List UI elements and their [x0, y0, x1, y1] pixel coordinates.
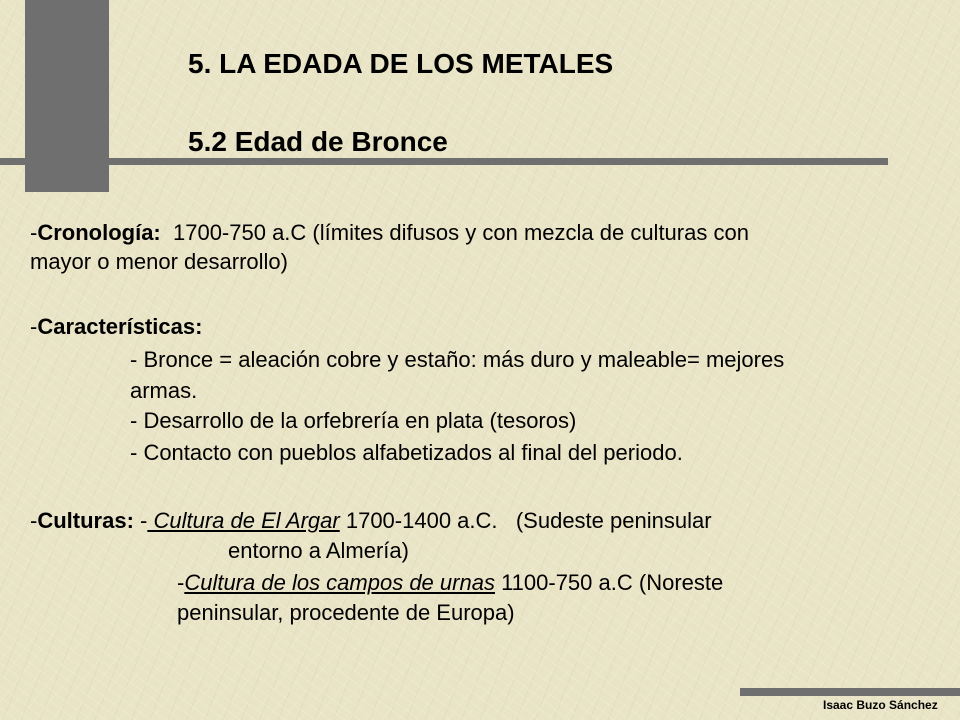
- cronologia-label: Cronología:: [37, 220, 161, 245]
- footer-bar: [740, 688, 960, 696]
- culturas-line-1: [30, 506, 712, 535]
- cultura-el-argar-name: Cultura de El Argar: [147, 508, 340, 533]
- culturas-dash: -: [30, 508, 38, 533]
- cronologia-line-1: [30, 218, 749, 247]
- caracteristicas-label: Características:: [37, 314, 203, 339]
- cultura-2-prefix: -: [177, 570, 185, 595]
- caracteristicas-item: armas.: [130, 378, 198, 403]
- cronologia-line-2: mayor o menor desarrollo): [30, 249, 288, 274]
- cultura-1-line-2: entorno a Almería): [228, 538, 409, 563]
- caracteristicas-item: - Bronce = aleación cobre y estaño: más duro y maleable= mejores: [130, 347, 785, 372]
- caracteristicas-item: - Desarrollo de la orfebrería en plata (tesoros): [130, 408, 577, 433]
- decorative-bar: [0, 158, 888, 165]
- slide-subtitle: 5.2 Edad de Bronce: [188, 126, 448, 157]
- caracteristicas-item: - Contacto con pueblos alfabetizados al final del periodo.: [130, 440, 683, 465]
- cultura-1-prefix: -: [133, 508, 148, 533]
- cronologia-dash: -: [30, 220, 38, 245]
- slide-title: 5. LA EDADA DE LOS METALES: [188, 48, 614, 79]
- culturas-line-3: [177, 568, 723, 597]
- cultura-2-line-2: peninsular, procedente de Europa): [177, 600, 515, 625]
- caracteristicas-heading: [30, 312, 202, 341]
- cultura-campos-de-urnas-name: Cultura de los campos de urnas: [184, 570, 495, 595]
- cronologia-text: 1700-750 a.C (límites difusos y con mezcla de culturas con: [160, 220, 749, 245]
- cultura-1-rest: 1700-1400 a.C. (Sudeste peninsular: [339, 508, 712, 533]
- caracteristicas-dash: -: [30, 314, 38, 339]
- author-footer: Isaac Buzo Sánchez: [823, 698, 938, 712]
- cultura-2-rest: 1100-750 a.C (Noreste: [494, 570, 724, 595]
- culturas-label: Culturas:: [37, 508, 134, 533]
